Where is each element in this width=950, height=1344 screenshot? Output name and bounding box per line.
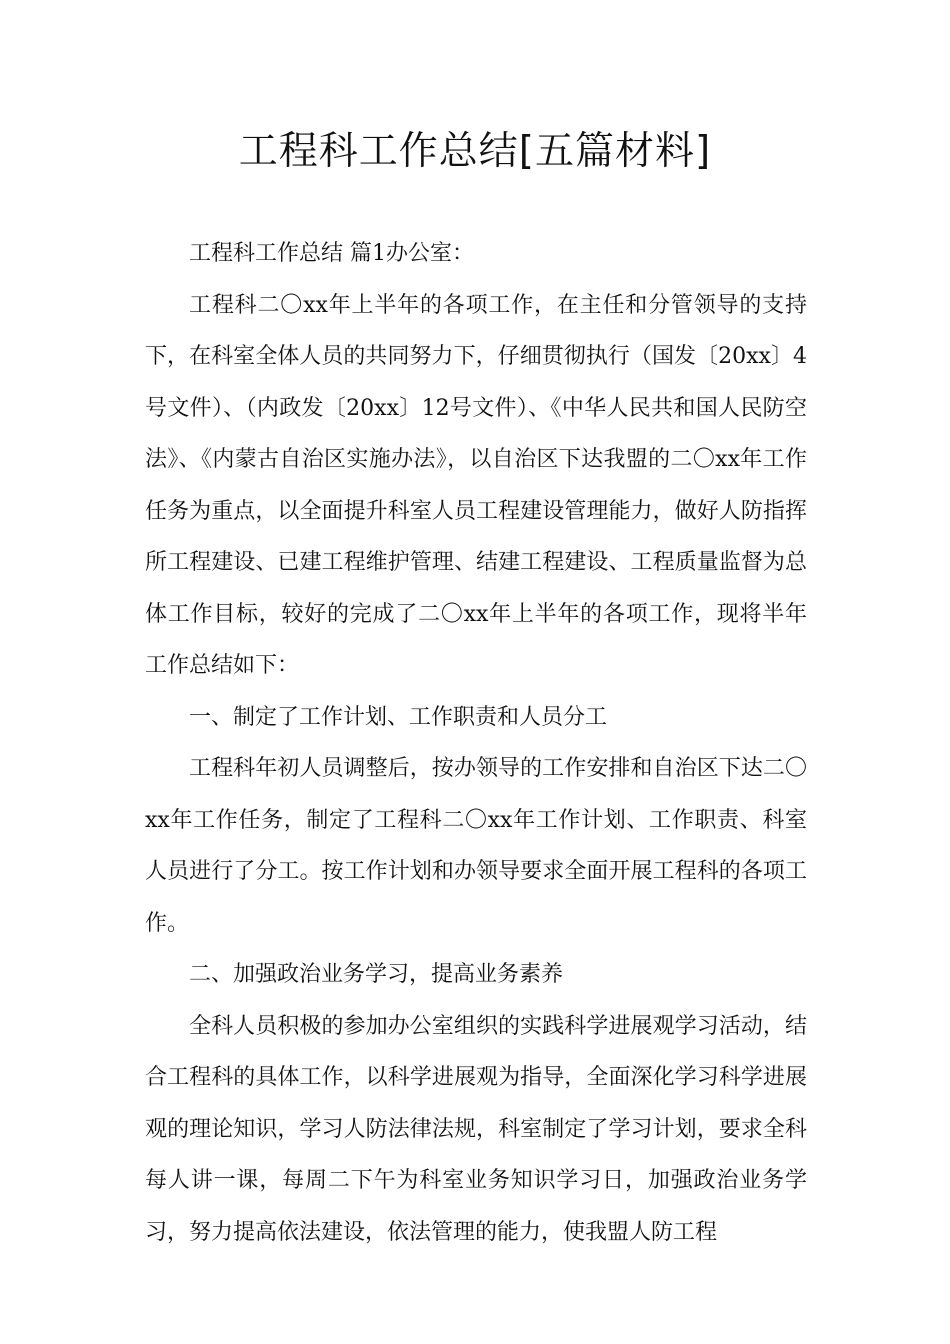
document-body <box>145 228 807 1258</box>
section-heading-1: 一、制定了工作计划、工作职责和人员分工 <box>189 704 608 730</box>
paragraph: 工程科二〇xx年上半年的各项工作，在主任和分管领导的支持下，在科室全体人员的共同努力下，仔细贯彻执行（国发〔20xx〕4号文件）、（内政发〔20xx〕12号文件）、《中华人民共和国人民防空法》、《内蒙古自治区实施办法》，以自治区下达我盟的二〇xx年工作任务为重点，以全面提升科室人员工程建设管理能力，做好人防指挥所工程建设、已建工程维护管理、结建工程建设、工程质量监督为总体工作目标，较好的完成了二〇xx年上半年的各项工作，现将半年工作总结如下： <box>145 292 807 678</box>
paragraph: 工程科年初人员调整后，按办领导的工作安排和自治区下达二〇xx年工作任务，制定了工程科二〇xx年工作计划、工作职责、科室人员进行了分工。按工作计划和办领导要求全面开展工程科的各项工作。 <box>145 756 807 936</box>
document-title: 工程科工作总结[五篇材料] <box>238 129 712 174</box>
section-heading-2: 二、加强政治业务学习，提高业务素养 <box>189 962 564 987</box>
paragraph: 全科人员积极的参加办公室组织的实践科学进展观学习活动，结合工程科的具体工作，以科学进展观为指导，全面深化学习科学进展观的理论知识，学习人防法律法规，科室制定了学习计划，要求全科每人讲一课，每周二下午为科室业务知识学习日，加强政治业务学习，努力提高依法建设，依法管理的能力，使我盟人防工程 <box>145 1013 807 1245</box>
paragraph-heading-1: 工程科工作总结 篇1办公室： <box>189 241 474 266</box>
